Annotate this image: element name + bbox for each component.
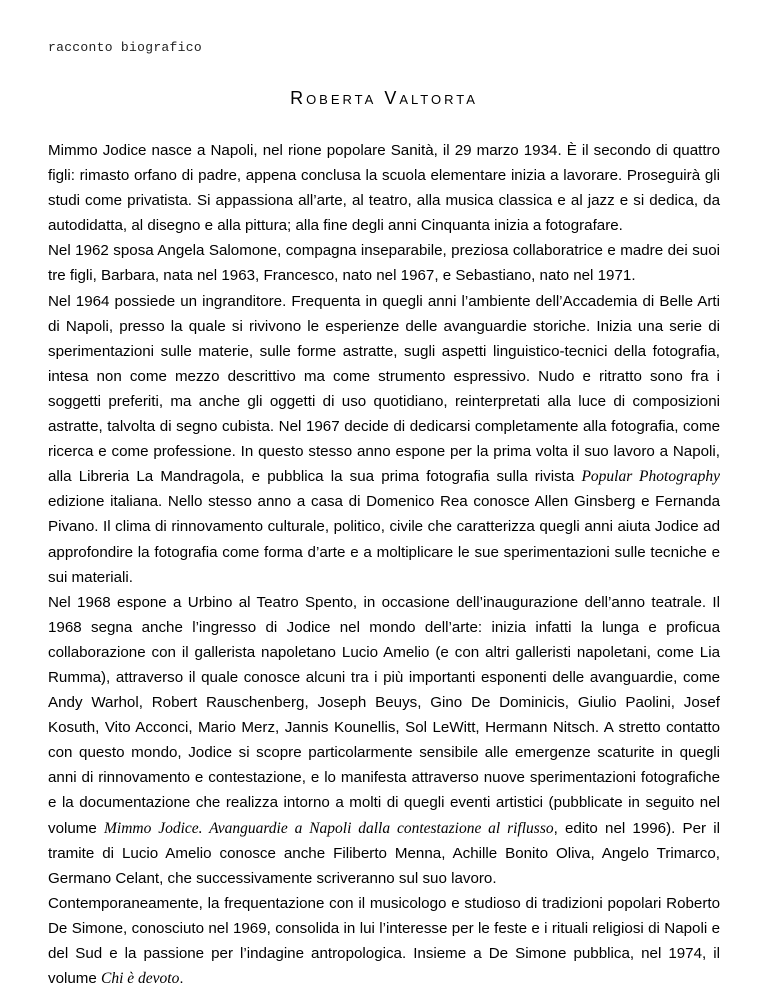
biography-text: [48, 138, 720, 991]
section-label: racconto biografico: [48, 40, 202, 55]
paragraph-4: [48, 590, 720, 891]
paragraph-5-text-a: Contemporaneamente, la frequentazione con il musicologo e studioso di tradizioni popolari Roberto De Simone, conosciuto nel 1969, consolida in lui l’interesse per le feste e i rituali religiosi di Napoli e del Sud e la passione per l’indagine antropologica. Insieme a De Simone pubblica, nel 1974, il volume: [48, 894, 720, 988]
paragraph-3-text-a: Nel 1964 possiede un ingranditore. Frequenta in quegli anni l’ambiente dell’Accademia di Belle Arti di Napoli, presso la quale si rivivono le esperienze delle avanguardie storiche. Inizia una serie di sperimentazioni sulle materie, sulle forme astratte, sugli aspetti linguistico-tecnici della fotografia, intesa non come mezzo descrittivo ma come strumento espressivo. Nudo e ritratto sono fra i soggetti preferiti, ma anche gli oggetti di uso quotidiano, reinterpretati alla luce di composizioni astratte, talvolta di segno cubista. Nel 1967 decide di dedicarsi completamente alla fotografia, come ricerca e come professione. In questo stesso anno espone per la prima volta il suo lavoro a Napoli, alla Libreria La Mandragola, e pubblica la sua prima fotografia sulla rivista: [48, 292, 720, 486]
paragraph-1: Mimmo Jodice nasce a Napoli, nel rione popolare Sanità, il 29 marzo 1934. È il secondo di quattro figli: rimasto orfano di padre, appena conclusa la scuola elementare inizia a lavorare. Proseguirà gli studi come privatista. Si appassiona all’arte, al teatro, alla musica classica e al jazz e si dedica, da autodidatta, al disegno e alla pittura; alla fine degli anni Cinquanta inizia a fotografare.: [48, 142, 720, 235]
author-last-rest: ALTORTA: [399, 92, 478, 107]
paragraph-3-text-b: edizione italiana. Nello stesso anno a casa di Domenico Rea conosce Allen Ginsberg e Fernanda Pivano. Il clima di rinnovamento culturale, politico, civile che caratterizza quegli anni aiuta Jodice ad approfondire la fotografia come forma d’arte e a moltiplicare le sue sperimentazioni sulle tecniche e sui materiali.: [48, 493, 720, 586]
author-last-initial: V: [384, 88, 400, 108]
book-title-chi-e-devoto: Chi è devoto: [101, 970, 180, 988]
paragraph-4-text-a: Nel 1968 espone a Urbino al Teatro Spento, in occasione dell’inaugurazione dell’anno teatrale. Il 1968 segna anche l’ingresso di Jodice nel mondo dell’arte: inizia infatti la lunga e proficua collaborazione con il gallerista napoletano Lucio Amelio (e con altri galleristi napoletani, come Lia Rumma), attraverso il quale conosce alcuni tra i più importanti esponenti delle avanguardie, come Andy Warhol, Robert Rauschenberg, Joseph Beuys, Gino De Dominicis, Giulio Paolini, Josef Kosuth, Vito Acconci, Mario Merz, Jannis Kounellis, Sol LeWitt, Hermann Nitsch. A stretto contatto con questo mondo, Jodice si scopre particolarmente sensibile alle emergenze scaturite in quegli anni di rinnovamento e contestazione, e lo manifesta attraverso nuove sperimentazioni fotografiche e la documentazione che realizza intorno a molti di quegli eventi artistici (pubblicate in seguito nel volume: [48, 593, 720, 837]
author-first-initial: R: [290, 88, 307, 108]
author-first-rest: OBERTA: [306, 92, 377, 107]
book-title-avanguardie: Mimmo Jodice. Avanguardie a Napoli dalla contestazione al riflusso: [104, 819, 554, 837]
magazine-title: Popular Photography: [581, 468, 720, 486]
paragraph-3: [48, 289, 720, 590]
paragraph-5: [48, 891, 720, 991]
author-name: [0, 88, 768, 109]
paragraph-5-text-b: .: [179, 970, 184, 988]
paragraph-2: Nel 1962 sposa Angela Salomone, compagna inseparabile, preziosa collaboratrice e madre dei suoi tre figli, Barbara, nata nel 1963, Francesco, nato nel 1967, e Sebastiano, nato nel 1971.: [48, 242, 720, 285]
paragraph-4-text-b: , edito nel 1996). Per il tramite di Lucio Amelio conosce anche Filiberto Menna, Achille Bonito Oliva, Angelo Trimarco, Germano Celant, che successivamente scriveranno sul suo lavoro.: [48, 819, 721, 887]
